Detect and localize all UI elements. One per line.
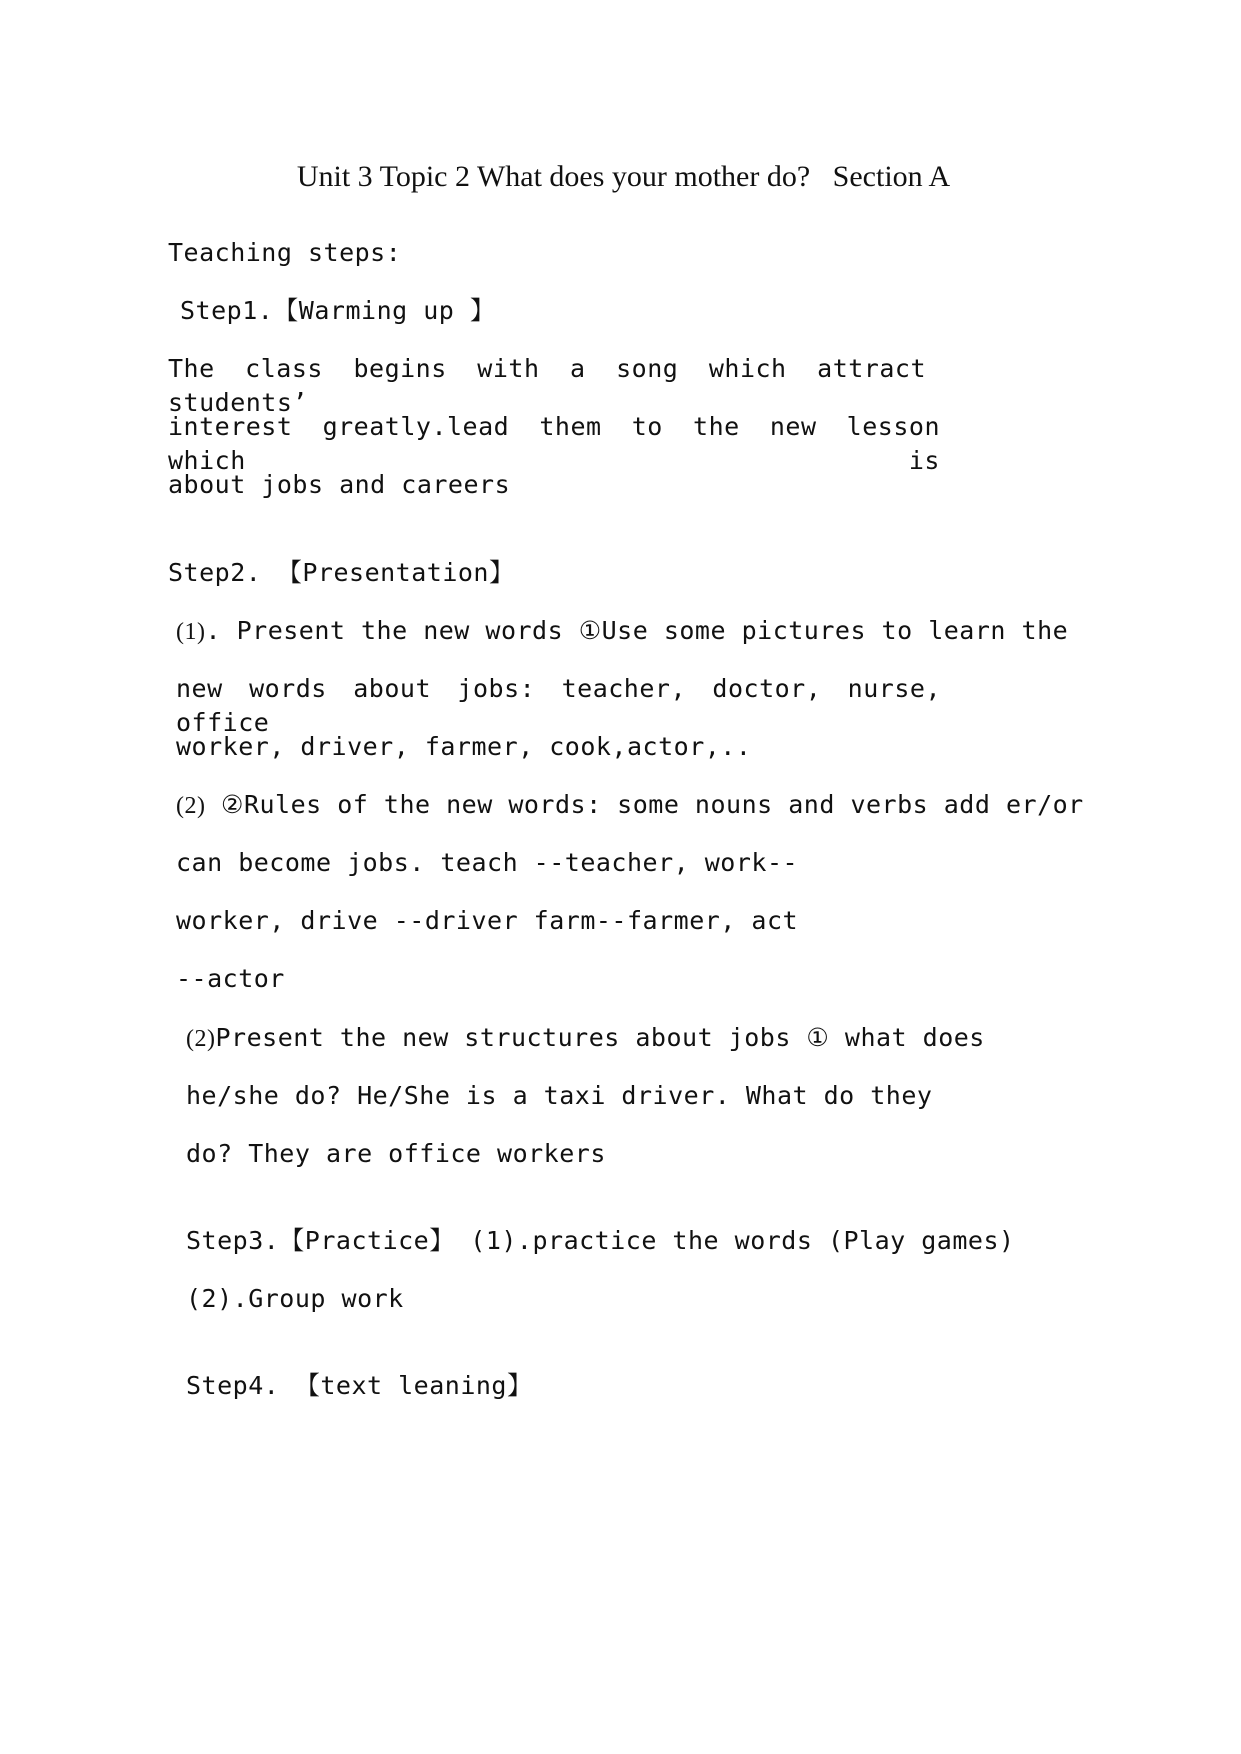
step2-item1-text: . Present the new words ①Use some pictures to learn the	[205, 616, 1069, 645]
step2-item2-line-1	[176, 788, 1084, 823]
step2-item2-text: ②Rules of the new words: some nouns and verbs add er/or	[205, 790, 1084, 819]
step2-item2-number: (2)	[176, 793, 206, 819]
step2-item1-line-1	[176, 614, 1069, 649]
step2-item1-line-2: new words about jobs: teacher, doctor, nurse, office	[176, 674, 941, 737]
step2-item3-line-3: do? They are office workers	[186, 1139, 606, 1168]
teaching-steps-heading: Teaching steps:	[168, 238, 402, 267]
step2-heading: Step2. 【Presentation】	[168, 558, 515, 587]
step2-item3-line-1	[186, 1021, 985, 1056]
step1-heading: Step1.【Warming up 】	[180, 296, 496, 325]
step1-line-2: interest greatly.lead them to the new lesson which is	[168, 412, 940, 475]
step2-item2-line-3: worker, drive --driver farm--farmer, act	[176, 906, 799, 935]
step2-item1-line-3: worker, driver, farmer, cook,actor,..	[176, 732, 752, 761]
document-title: Unit 3 Topic 2 What does your mother do? Section A	[296, 160, 951, 193]
step2-item2-line-4: --actor	[176, 964, 285, 993]
step2-item1-number: (1)	[176, 619, 206, 645]
step2-item3-line-2: he/she do? He/She is a taxi driver. What do they	[186, 1081, 933, 1110]
step2-item3-text: Present the new structures about jobs ① what does	[215, 1023, 985, 1052]
step3-line-2: (2).Group work	[186, 1284, 404, 1313]
step2-item3-number: (2)	[186, 1026, 216, 1052]
step3-line-1: Step3.【Practice】 (1).practice the words (Play games)	[186, 1226, 1015, 1255]
step1-line-3: about jobs and careers	[168, 470, 511, 499]
step1-line-1: The class begins with a song which attract students’	[168, 354, 926, 417]
step4-heading: Step4. 【text leaning】	[186, 1371, 533, 1400]
step2-item2-line-2: can become jobs. teach --teacher, work--	[176, 848, 799, 877]
